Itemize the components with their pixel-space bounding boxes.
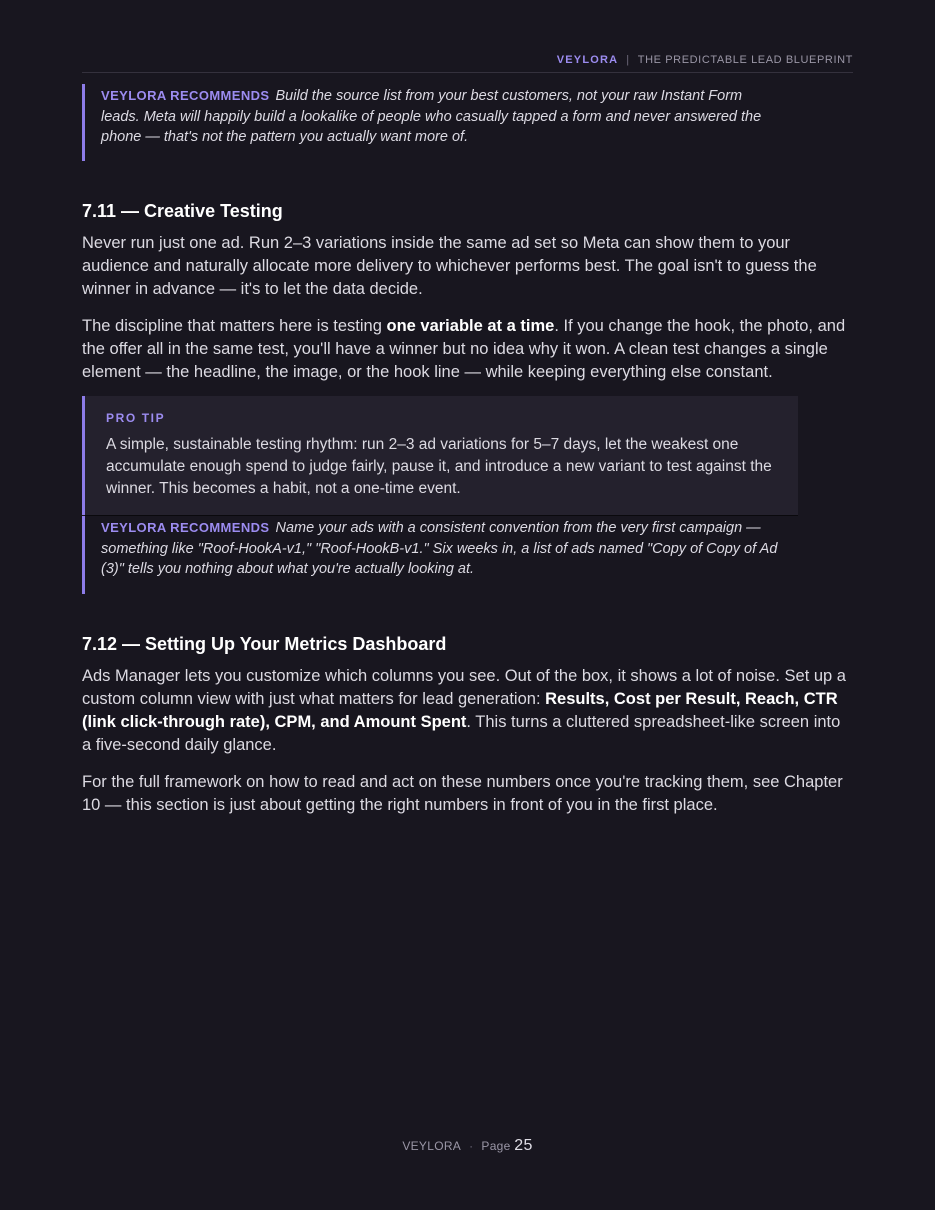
page-number: 25 (514, 1137, 533, 1154)
recommendation-label: VEYLORA RECOMMENDS (101, 520, 270, 535)
pro-tip-label: PRO TIP (106, 411, 166, 425)
section-heading-7-12: 7.12 — Setting Up Your Metrics Dashboard (82, 634, 447, 654)
emphasis: one variable at a time (386, 317, 555, 335)
header-separator: | (626, 54, 630, 66)
paragraph: The discipline that matters here is testing one variable at a time. If you change the hook, the photo, and the offer all in the same test, you'll have a winner but no idea why it won. A clean test changes a single element — the headline, the image, or the hook line — while keeping everything else constant. (82, 317, 846, 381)
footer-brand: VEYLORA (402, 1139, 462, 1153)
pro-tip-body: A simple, sustainable testing rhythm: run 2–3 ad variations for 5–7 days, let the weakest one accumulate enough spend to judge fairly, pause it, and introduce a new variant to test against the winner. This becomes a habit, not a one-time event. (106, 436, 772, 497)
header-doc-title: THE PREDICTABLE LEAD BLUEPRINT (637, 54, 853, 66)
running-header (82, 54, 853, 73)
pro-tip-box (82, 396, 798, 515)
recommendation-body: Build the source list from your best customers, not your raw Instant Form leads. Meta will happily build a lookalike of people who casually tapped a form and never answered the phone — that's not the pattern you actually want more of. (101, 88, 762, 145)
recommendation-body: Name your ads with a consistent convention from the very first campaign — something like "Roof-HookA-v1," "Roof-HookB-v1." Six weeks in, a list of ads named "Copy of Copy of Ad (3)" tells you nothing about what you're actually looking at. (101, 520, 778, 577)
paragraph: Ads Manager lets you customize which columns you see. Out of the box, it shows a lot of noise. Set up a custom column view with just what matters for lead generation: Results, Cost per Result, Reach, CTR (link click-through rate), CPM, and Amount Spent. This turns a cluttered spreadsheet-like screen into a five-second daily glance. (82, 667, 846, 754)
recommendation-callout-2 (82, 516, 798, 594)
footer-page-label: Page (481, 1139, 511, 1153)
page-footer (0, 1137, 935, 1155)
paragraph: Never run just one ad. Run 2–3 variations inside the same ad set so Meta can show them to your audience and naturally allocate more delivery to whichever performs best. The goal isn't to guess the winner in advance — it's to let the data decide. (82, 234, 817, 298)
footer-dot: · (469, 1139, 474, 1153)
recommendation-label: VEYLORA RECOMMENDS (101, 88, 270, 103)
section-heading-7-11: 7.11 — Creative Testing (82, 201, 283, 221)
header-brand: VEYLORA (556, 54, 619, 66)
paragraph: For the full framework on how to read and act on these numbers once you're tracking them, see Chapter 10 — this section is just about getting the right numbers in front of you in the first place. (82, 773, 843, 814)
recommendation-callout-1 (82, 84, 782, 161)
emphasis: Results, Cost per Result, Reach, CTR (link click-through rate), CPM, and Amount Spent (82, 690, 838, 731)
